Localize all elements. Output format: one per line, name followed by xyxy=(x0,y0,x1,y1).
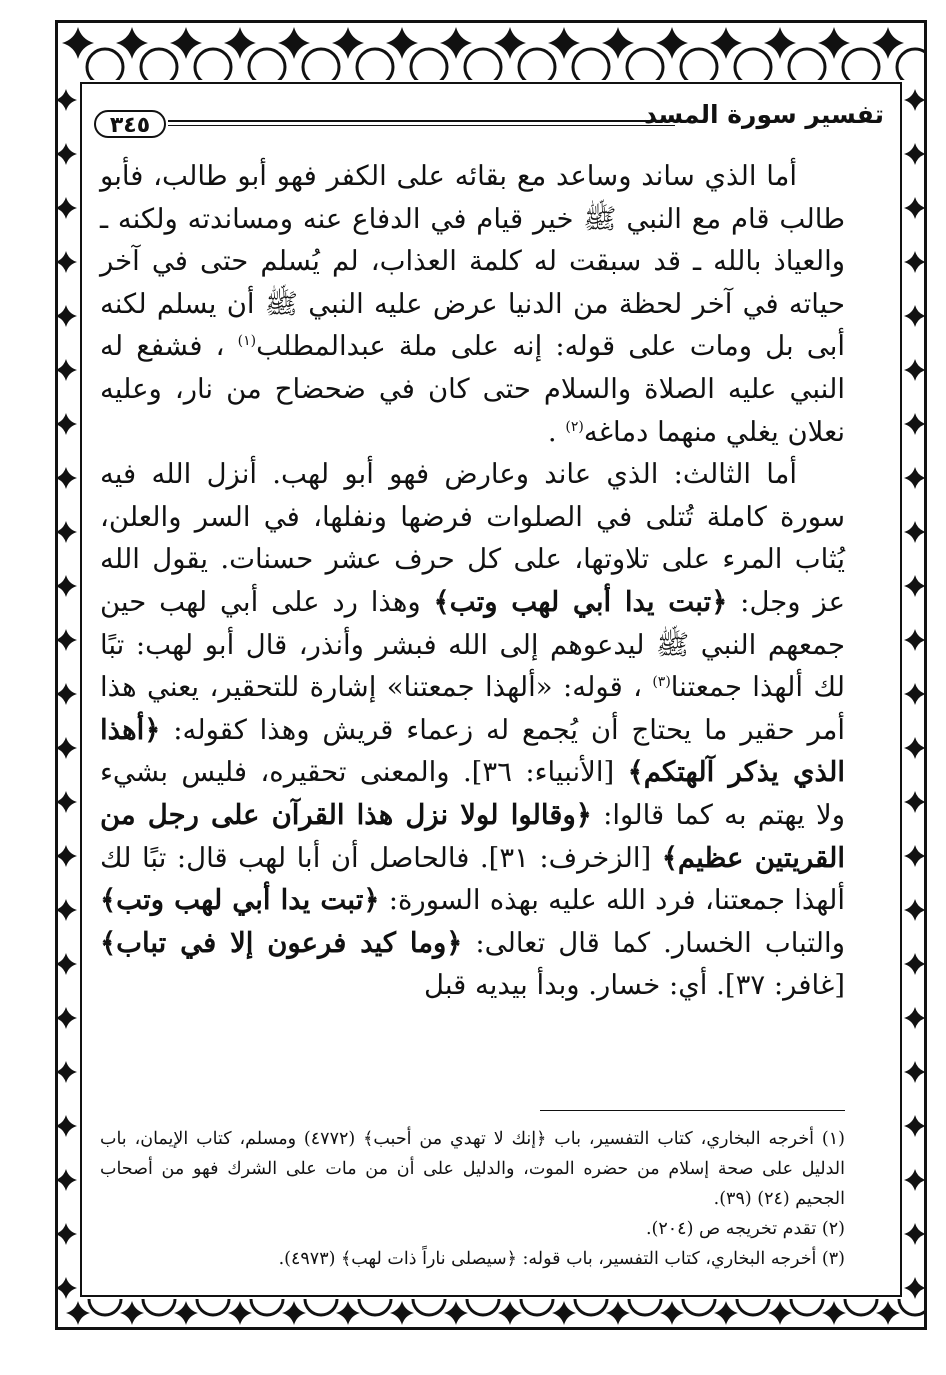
main-text xyxy=(100,155,845,1007)
ornament-star xyxy=(116,27,148,59)
ornament-ring xyxy=(465,49,501,80)
footnote-ref-1[interactable]: (١) xyxy=(237,333,257,350)
ornament-star xyxy=(872,27,904,59)
quran-verse: ﴿أهذا الذي يذكر آلهتكم﴾ xyxy=(100,713,845,789)
ornament-ring xyxy=(143,1299,175,1315)
page-header xyxy=(90,96,890,142)
ornament-ring xyxy=(573,49,609,80)
ornament-ring xyxy=(305,1299,337,1315)
ornament-star xyxy=(58,1115,77,1137)
ornament-star xyxy=(904,359,924,381)
ornament-star xyxy=(58,737,77,759)
ornament-ring xyxy=(627,49,663,80)
ornament-star xyxy=(62,27,94,59)
ornament-star xyxy=(904,251,924,273)
ornament-star xyxy=(386,27,418,59)
ornament-star xyxy=(332,27,364,59)
ornament-star xyxy=(904,89,924,111)
ornament-star xyxy=(904,953,924,975)
paragraph-text: والتباب الخسار. كما قال تعالى: xyxy=(462,926,845,959)
ornament-star xyxy=(58,1007,77,1029)
ornament-star xyxy=(764,27,796,59)
ornament-ring xyxy=(251,1299,283,1315)
ornament-star xyxy=(58,845,77,867)
ornament-star xyxy=(904,737,924,759)
ornament-star xyxy=(904,845,924,867)
ornament-star xyxy=(58,575,77,597)
footnote-separator xyxy=(540,1110,845,1111)
ornament-star xyxy=(58,197,77,219)
ornament-ring xyxy=(467,1299,499,1315)
paragraph-text: . xyxy=(547,415,566,448)
ornament-star xyxy=(904,1061,924,1083)
ornament-star xyxy=(58,1277,77,1299)
ornament-star xyxy=(170,27,202,59)
paragraph-text: [الأنبياء: ٣٦]. والمعنى تحقيره، فليس بشيء ولا يهتم به كما قالوا: xyxy=(100,756,845,831)
ornament-star xyxy=(548,27,580,59)
page-number: ٣٤٥ xyxy=(94,110,166,138)
ornament-ring xyxy=(413,1299,445,1315)
ornament-star xyxy=(904,1007,924,1029)
ornament-ring xyxy=(411,49,447,80)
ornament-star xyxy=(494,27,526,59)
ornament-ring xyxy=(195,49,231,80)
ornament-ring xyxy=(737,1299,769,1315)
ornament-star xyxy=(904,1277,924,1299)
paragraph-text: ، قوله: «ألهذا جمعتنا» إشارة للتحقير، يعني هذا أمر حقير ما يحتاج أن يُجمع له زعماء قريش وهذا كقوله: xyxy=(100,671,845,746)
paragraph-text: ، فشفع له النبي عليه الصلاة والسلام حتى كان في ضحضاح من نار، وعليه نعلان يغلي منهما دماغه xyxy=(100,330,845,448)
ornament-star xyxy=(58,953,77,975)
ornament-star xyxy=(58,683,77,705)
ornament-star xyxy=(904,575,924,597)
ornament-star xyxy=(904,521,924,543)
ornament-star xyxy=(58,89,77,111)
ornament-star xyxy=(768,1301,792,1325)
ornament-star xyxy=(58,1223,77,1245)
ornament-ring xyxy=(683,1299,715,1315)
ornament-ring xyxy=(681,49,717,80)
ornament-star xyxy=(606,1301,630,1325)
ornament-ring xyxy=(249,49,285,80)
border-ornament-right xyxy=(903,80,924,1299)
ornament-star xyxy=(228,1301,252,1325)
ornament-star xyxy=(58,899,77,921)
ornament-star xyxy=(904,899,924,921)
ornament-ring xyxy=(197,1299,229,1315)
ornament-star xyxy=(656,27,688,59)
ornament-star xyxy=(66,1301,90,1325)
paragraph-abu-talib xyxy=(100,155,845,453)
quran-verse: ﴿وما كيد فرعون إلا في تباب﴾ xyxy=(100,926,463,959)
ornament-star xyxy=(710,27,742,59)
ornament-ring xyxy=(735,49,771,80)
ornament-star xyxy=(58,359,77,381)
ornament-ring xyxy=(359,1299,391,1315)
footnote-3: (٣) أخرجه البخاري، كتاب التفسير، باب قوله: ﴿سيصلى ناراً ذات لهب﴾ (٤٩٧٣). xyxy=(278,1249,845,1269)
ornament-star xyxy=(58,251,77,273)
ornament-star xyxy=(278,27,310,59)
ornament-ring xyxy=(843,49,879,80)
ornament-star xyxy=(174,1301,198,1325)
ornament-ring xyxy=(629,1299,661,1315)
ornament-ring xyxy=(87,49,123,80)
ornament-star xyxy=(904,629,924,651)
ornament-star xyxy=(904,683,924,705)
paragraph-text: أما الثالث: الذي عاند وعارض فهو أبو لهب. أنزل الله فيه سورة كاملة تُتلى في الصلوات فرضها ونفلها، في السر والعلن، يُثاب المرء على تلاوتها، على كل حرف عشر حسنات. يقول الله عز وجل: xyxy=(100,458,845,618)
quran-verse: ﴿تبت يدا أبي لهب وتب﴾ xyxy=(433,585,728,618)
ornament-star xyxy=(904,1223,924,1245)
paragraph-text: [الزخرف: ٣١]. فالحاصل أن أبا لهب قال: تبًا لك ألهذا جمعتنا، فرد الله عليه بهذه السورة: xyxy=(100,841,845,917)
ornament-star xyxy=(58,1169,77,1191)
footnotes xyxy=(100,1124,845,1274)
ornament-star xyxy=(58,791,77,813)
ornament-star xyxy=(904,413,924,435)
ornament-star xyxy=(440,27,472,59)
ornament-star xyxy=(818,27,850,59)
running-title: تفسير سورة المسد xyxy=(644,100,884,129)
ornament-star xyxy=(282,1301,306,1325)
ornament-star xyxy=(660,1301,684,1325)
ornament-ring xyxy=(897,49,924,80)
ornament-star xyxy=(58,629,77,651)
ornament-ring xyxy=(141,49,177,80)
ornament-ring xyxy=(357,49,393,80)
ornament-star xyxy=(904,1115,924,1137)
ornament-star xyxy=(224,27,256,59)
ornament-ring xyxy=(791,1299,823,1315)
footnote-ref-2[interactable]: (٢) xyxy=(565,418,584,435)
footnote-2: (٢) تقدم تخريجه ص (٢٠٤). xyxy=(645,1219,845,1239)
ornament-star xyxy=(904,467,924,489)
paragraph-text: وهذا رد على أبي لهب حين جمعهم النبي ﷺ ليدعوهم إلى الله فبشر وأنذر، قال أبو لهب: تبًا لك ألهذا جمعتنا xyxy=(100,585,845,704)
ornament-ring xyxy=(303,49,339,80)
ornament-ring xyxy=(519,49,555,80)
quran-verse: ﴿وقالوا لولا نزل هذا القرآن على رجل من القريتين عظيم﴾ xyxy=(100,798,845,874)
border-ornament-top xyxy=(58,23,924,80)
ornament-star xyxy=(904,1169,924,1191)
paragraph-text: أما الذي ساند وساعد مع بقائه على الكفر فهو أبو طالب، فأبو طالب قام مع النبي ﷺ خير قيام في الدفاع عنه ومساندته ولكنه ـ والعياذ بالله ـ قد سبقت له كلمة العذاب، لم يُسلم حتى في آخر حياته في آخر لحظة من الدنيا عرض عليه النبي ﷺ أن يسلم لكنه أبى بل ومات على قوله: إنه على ملة عبدالمطلب xyxy=(100,160,845,363)
ornament-star xyxy=(904,197,924,219)
ornament-star xyxy=(822,1301,846,1325)
header-rule xyxy=(168,120,675,122)
ornament-star xyxy=(904,305,924,327)
ornament-star xyxy=(58,305,77,327)
ornament-star xyxy=(58,467,77,489)
ornament-ring xyxy=(521,1299,553,1315)
ornament-ring xyxy=(89,1299,121,1315)
ornament-ring xyxy=(575,1299,607,1315)
ornament-ring xyxy=(789,49,825,80)
ornament-star xyxy=(120,1301,144,1325)
footnote-ref-3[interactable]: (٣) xyxy=(652,673,671,690)
ornament-star xyxy=(444,1301,468,1325)
ornament-star xyxy=(602,27,634,59)
ornament-star xyxy=(390,1301,414,1325)
quran-verse: ﴿تبت يدا أبي لهب وتب﴾ xyxy=(100,884,380,917)
paragraph-abu-lahab xyxy=(100,453,845,1007)
ornament-star xyxy=(58,521,77,543)
ornament-star xyxy=(58,143,77,165)
ornament-star xyxy=(58,1061,77,1083)
border-ornament-left xyxy=(58,80,78,1299)
ornament-star xyxy=(876,1301,900,1325)
ornament-star xyxy=(904,143,924,165)
ornament-star xyxy=(336,1301,360,1325)
ornament-star xyxy=(904,791,924,813)
header-rule-thin xyxy=(168,125,675,126)
ornament-star xyxy=(552,1301,576,1325)
ornament-ring xyxy=(845,1299,877,1315)
footnote-1: (١) أخرجه البخاري، كتاب التفسير، باب ﴿إنك لا تهدي من أحبب﴾ (٤٧٧٢) ومسلم، كتاب الإيمان، باب الدليل على صحة إسلام من حضره الموت، والدليل على أن من مات على الشرك فهو من أصحاب الجحيم (٢٤) (٣٩). xyxy=(100,1129,845,1209)
paragraph-text: [غافر: ٣٧]. أي: خسار. وبدأ بيديه قبل xyxy=(424,969,845,1002)
ornament-star xyxy=(498,1301,522,1325)
ornament-star xyxy=(58,413,77,435)
ornament-star xyxy=(714,1301,738,1325)
ornament-ring xyxy=(899,1299,924,1315)
border-ornament-bottom xyxy=(58,1299,924,1327)
